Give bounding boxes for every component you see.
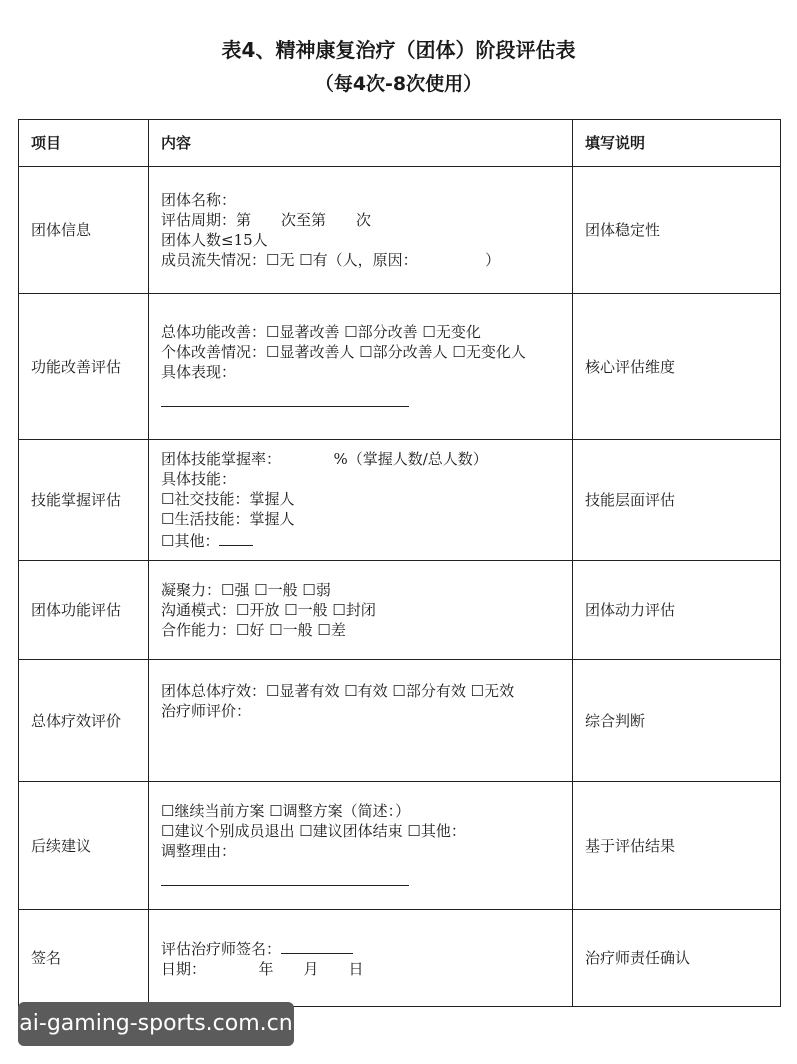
content-line: 总体功能改善：☐显著改善 ☐部分改善 ☐无变化 bbox=[161, 322, 481, 341]
table-row-overall-efficacy bbox=[19, 660, 781, 782]
content-line: ☐建议个别成员退出 ☐建议团体结束 ☐其他： bbox=[161, 821, 466, 840]
header-content: 内容 bbox=[149, 120, 573, 167]
header-item: 项目 bbox=[19, 120, 149, 167]
assessment-table bbox=[18, 119, 781, 1007]
row-content[interactable] bbox=[149, 782, 573, 910]
row-note: 技能层面评估 bbox=[573, 440, 781, 561]
content-line: 个体改善情况：☐显著改善人 ☐部分改善人 ☐无变化人 bbox=[161, 342, 526, 361]
content-line: 团体人数≤15人 bbox=[161, 231, 268, 249]
signature-field[interactable] bbox=[281, 937, 353, 954]
content-line: 沟通模式：☐开放 ☐一般 ☐封闭 bbox=[161, 601, 376, 619]
content-line: 凝聚力：☐强 ☐一般 ☐弱 bbox=[161, 581, 331, 599]
row-label: 技能掌握评估 bbox=[19, 440, 149, 561]
content-line: 调整理由： bbox=[161, 841, 237, 860]
row-content[interactable] bbox=[149, 910, 573, 1007]
content-line: 团体名称： bbox=[161, 191, 237, 209]
row-note: 治疗师责任确认 bbox=[573, 910, 781, 1007]
content-line: 团体技能掌握率： %（掌握人数/总人数） bbox=[161, 450, 488, 468]
row-label: 后续建议 bbox=[19, 782, 149, 910]
row-content[interactable] bbox=[149, 660, 573, 782]
fill-in-line[interactable] bbox=[161, 388, 409, 407]
table-row-signature bbox=[19, 910, 781, 1007]
content-line: ☐继续当前方案 ☐调整方案（简述：） bbox=[161, 801, 411, 820]
content-line: 团体总体疗效：☐显著有效 ☐有效 ☐部分有效 ☐无效 bbox=[161, 681, 515, 700]
content-line: 成员流失情况：☐无 ☐有（人，原因： ） bbox=[161, 251, 501, 269]
page-title: 表4、精神康复治疗（团体）阶段评估表 bbox=[221, 38, 576, 62]
spacer bbox=[161, 721, 560, 761]
row-content[interactable] bbox=[149, 561, 573, 660]
row-note: 团体稳定性 bbox=[573, 167, 781, 294]
row-content[interactable] bbox=[149, 167, 573, 294]
table-row-group-function bbox=[19, 561, 781, 660]
row-label: 总体疗效评价 bbox=[19, 660, 149, 782]
table-row-follow-up bbox=[19, 782, 781, 910]
content-line-signature bbox=[161, 937, 560, 959]
content-line: 具体表现： bbox=[161, 362, 237, 381]
table-row-group-info bbox=[19, 167, 781, 294]
row-note: 核心评估维度 bbox=[573, 294, 781, 440]
fill-in-line[interactable] bbox=[161, 867, 409, 886]
watermark: ai-gaming-sports.com.cn bbox=[18, 1002, 294, 1046]
fill-in-blank[interactable] bbox=[219, 529, 253, 546]
row-label: 团体信息 bbox=[19, 167, 149, 294]
row-label: 功能改善评估 bbox=[19, 294, 149, 440]
row-content[interactable] bbox=[149, 440, 573, 561]
row-label: 团体功能评估 bbox=[19, 561, 149, 660]
row-note: 团体动力评估 bbox=[573, 561, 781, 660]
table-row-skill-mastery bbox=[19, 440, 781, 561]
content-line: 治疗师评价： bbox=[161, 701, 252, 720]
content-line: ☐生活技能：掌握人 bbox=[161, 510, 295, 528]
row-content[interactable] bbox=[149, 294, 573, 440]
header-note: 填写说明 bbox=[573, 120, 781, 167]
signature-label: 评估治疗师签名： bbox=[161, 940, 282, 958]
header-row bbox=[19, 120, 781, 167]
content-line: 日期： 年 月 日 bbox=[161, 960, 364, 978]
page-subtitle: （每4次-8次使用） bbox=[314, 73, 483, 95]
row-note: 综合判断 bbox=[573, 660, 781, 782]
content-line: 具体技能： bbox=[161, 470, 237, 488]
row-note: 基于评估结果 bbox=[573, 782, 781, 910]
content-line: 评估周期：第 次至第 次 bbox=[161, 211, 372, 229]
content-line: ☐社交技能：掌握人 bbox=[161, 490, 295, 508]
table-row-function-improvement bbox=[19, 294, 781, 440]
row-label: 签名 bbox=[19, 910, 149, 1007]
content-line: 合作能力：☐好 ☐一般 ☐差 bbox=[161, 621, 346, 639]
other-label: ☐其他： bbox=[161, 532, 220, 550]
title-block bbox=[0, 36, 797, 98]
content-line-other bbox=[161, 529, 560, 551]
